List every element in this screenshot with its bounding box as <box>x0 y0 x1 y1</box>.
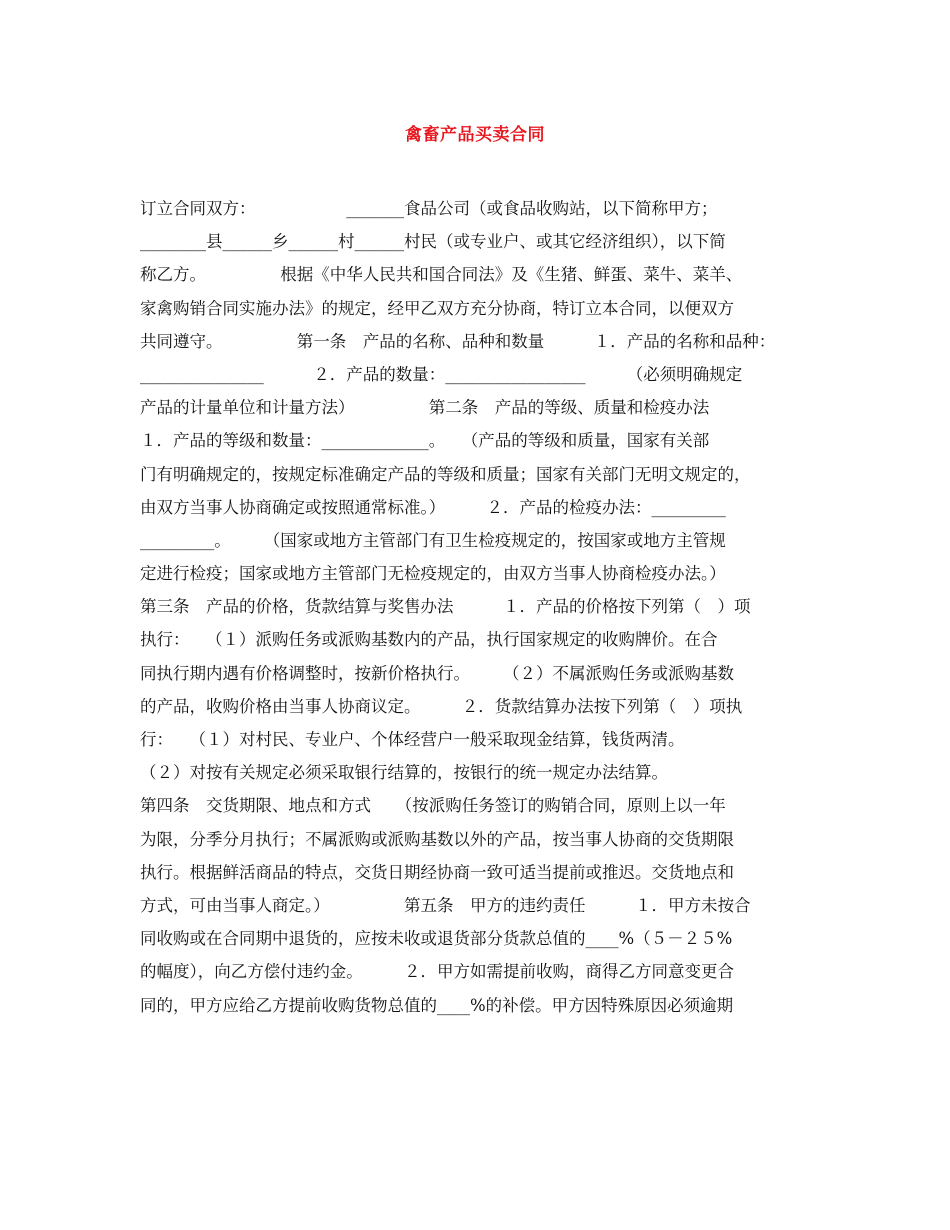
body-line: 共同遵守。 第一条 产品的名称、品种和数量 １．产品的名称和品种： <box>140 331 776 351</box>
body-line: 同收购或在合同期中退货的，应按未收或退货部分货款总值的____%（５－２５% <box>140 929 733 949</box>
body-line: 订立合同双方： _______食品公司（或食品收购站，以下简称甲方； <box>140 199 718 218</box>
body-line: 第四条 交货期限、地点和方式 （按派购任务签订的购销合同，原则上以一年 <box>140 796 726 816</box>
body-line: 为限，分季分月执行；不属派购或派购基数以外的产品，按当事人协商的交货期限 <box>140 829 734 849</box>
body-line: 的幅度），向乙方偿付违约金。 ２．甲方如需提前收购，商得乙方同意变更合 <box>140 962 734 982</box>
body-line: 的产品，收购价格由当事人协商议定。 ２．货款结算办法按下列第（ ）项执 <box>140 696 743 716</box>
body-line: 执行： （１）派购任务或派购基数内的产品，执行国家规定的收购牌价。在合 <box>140 630 718 650</box>
body-line: 方式，可由当事人商定。） 第五条 甲方的违约责任 １．甲方未按合 <box>140 895 751 915</box>
body-line: _________。 （国家或地方主管部门有卫生检疫规定的，按国家或地方主管规 <box>140 530 726 550</box>
body-line: 同的，甲方应给乙方提前收购货物总值的____%的补偿。甲方因特殊原因必须逾期 <box>140 995 734 1015</box>
body-line: 称乙方。 根据《中华人民共和国合同法》及《生猪、鲜蛋、菜牛、菜羊、 <box>140 265 743 285</box>
body-line: 第三条 产品的价格，货款结算与奖售办法 １．产品的价格按下列第（ ）项 <box>140 597 751 617</box>
body-line: 同执行期内遇有价格调整时，按新价格执行。 （２）不属派购任务或派购基数 <box>140 663 734 683</box>
body-line: 定进行检疫；国家或地方主管部门无检疫规定的，由双方当事人协商检疫办法。） <box>140 564 726 584</box>
body-line: 执行。根据鲜活商品的特点，交货日期经协商一致可适当提前或推迟。交货地点和 <box>140 862 734 882</box>
body-line: １．产品的等级和数量：_____________。 （产品的等级和质量，国家有关部 <box>140 431 710 451</box>
body-line: 产品的计量单位和计量方法） 第二条 产品的等级、质量和检疫办法 <box>140 398 710 418</box>
body-line: 行： （１）对村民、专业户、个体经营户一般采取现金结算，钱货两清。 <box>140 730 685 749</box>
document-title: 禽畜产品买卖合同 <box>405 125 545 145</box>
body-line: _______________ ２．产品的数量：_________________ （必须明确规定 <box>140 364 743 384</box>
body-line: （２）对按有关规定必须采取银行结算的，按银行的统一规定办法结算。 <box>140 763 668 783</box>
body-line: 由双方当事人协商确定或按照通常标准。） ２．产品的检疫办法：_________ <box>140 497 726 517</box>
contract-body <box>140 192 820 1022</box>
body-line: 家禽购销合同实施办法》的规定，经甲乙双方充分协商，特订立本合同，以便双方 <box>140 298 734 318</box>
body-line: 门有明确规定的，按规定标准确定产品的等级和质量；国家有关部门无明文规定的， <box>140 464 751 484</box>
body-line: ________县______乡______村______村民（或专业户、或其它经济组织），以下简 <box>140 232 726 252</box>
